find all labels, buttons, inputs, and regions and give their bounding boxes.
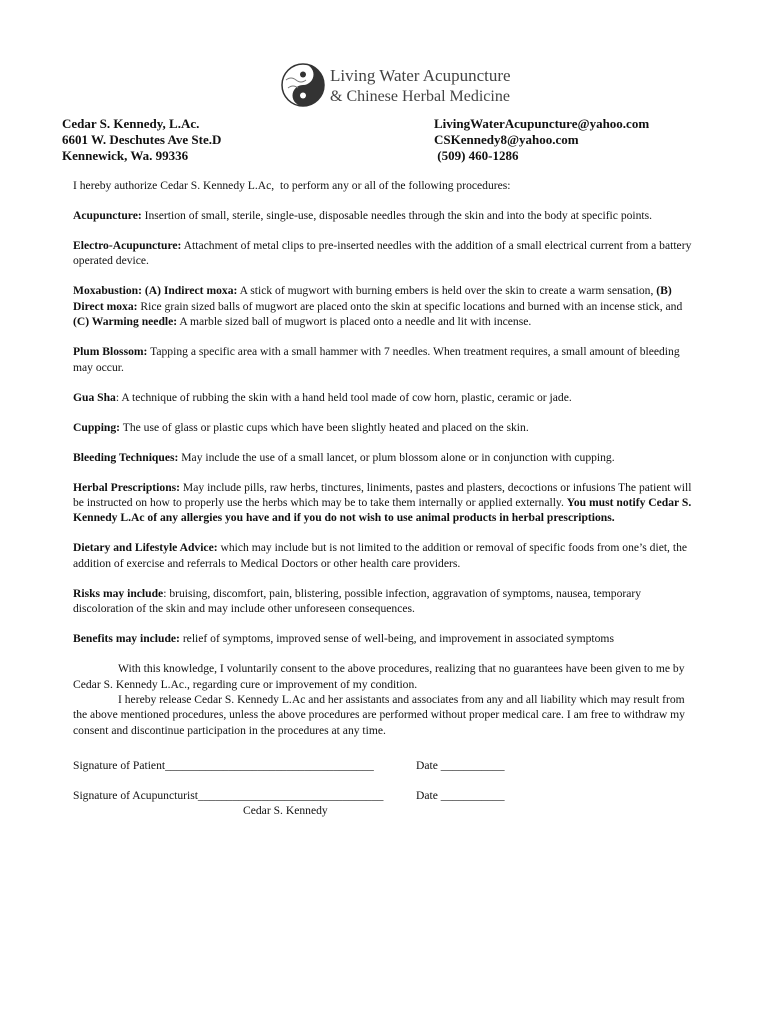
patient-signature-label: Signature of Patient____________________________________ [73, 759, 374, 773]
yin-yang-water-icon [280, 60, 326, 110]
patient-date-field[interactable]: Date ___________ [416, 759, 505, 773]
practitioner-address [62, 116, 221, 164]
allergy-notice: You must notify Cedar S. Kennedy L.Ac of any allergies you have and if you do not wish to use animal products in herbal prescriptions. [73, 496, 692, 525]
email-primary: LivingWaterAcupuncture@yahoo.com [434, 116, 650, 131]
procedure-dietary [73, 540, 698, 571]
acupuncturist-signature-line[interactable] [73, 788, 698, 803]
risks-text: : bruising, discomfort, pain, blistering, possible infection, aggravation of symptoms, nausea, temporary discoloration of the skin and may include other unforeseen consequences. [73, 586, 642, 616]
procedure-moxabustion [73, 283, 698, 329]
email-secondary: CSKennedy8@yahoo.com [434, 132, 579, 147]
moxa-indirect-label: (A) Indirect moxa: [141, 284, 238, 298]
acupuncturist-date-field[interactable]: Date ___________ [416, 789, 505, 803]
procedure-plum-blossom [73, 344, 698, 375]
procedure-cupping [73, 420, 698, 435]
procedure-title: Electro-Acupuncture: [73, 239, 182, 252]
procedure-title: Moxabustion: [73, 284, 142, 298]
procedure-text: The use of glass or plastic cups which have been slightly heated and placed on the skin. [120, 420, 529, 434]
risks-title: Risks may include [73, 586, 164, 600]
patient-signature-line[interactable] [73, 758, 698, 773]
procedure-bleeding [73, 450, 698, 465]
procedure-text: Attachment of metal clips to pre-inserted needles with the addition of a small electrical current from a battery operated device. [73, 239, 692, 268]
acupuncturist-name: Cedar S. Kennedy [243, 804, 328, 818]
procedure-title: Dietary and Lifestyle Advice: [73, 541, 218, 555]
release-paragraph: I hereby release Cedar S. Kennedy L.Ac and her assistants and associates from any and all liability which may result from the above mentioned procedures, unless the above procedures are performed without proper medical care. I am free to withdraw my consent and discontinue participation in the procedures at any time. [73, 693, 685, 737]
procedure-title: Gua Sha [73, 390, 116, 404]
moxa-direct-text: Rice grain sized balls of mugwort are placed onto the skin at specific locations and burned with an incense stick, and [137, 299, 683, 313]
procedure-title: Herbal Prescriptions: [73, 480, 181, 494]
street-address: 6601 W. Deschutes Ave Ste.D [62, 132, 222, 147]
consent-paragraph: With this knowledge, I voluntarily consent to the above procedures, realizing that no guarantees have been given to me by Cedar S. Kennedy L.Ac., regarding cure or improvement of my condition. [73, 662, 685, 691]
benefits-section [73, 631, 698, 646]
practitioner-name: Cedar S. Kennedy, L.Ac. [62, 116, 200, 131]
intro-text: I hereby authorize Cedar S. Kennedy L.Ac, to perform any or all of the following procedures: [73, 179, 511, 192]
moxa-indirect-text: A stick of mugwort with burning embers is held over the skin to create a warm sensation, [237, 284, 657, 298]
procedure-gua-sha [73, 390, 698, 405]
procedure-text: Tapping a specific area with a small hammer with 7 needles. When treatment requires, a small amount of bleeding may occur. [73, 345, 680, 374]
procedure-text: May include pills, raw herbs, tinctures, liniments, pastes and plasters, decoctions or infusions The patient will be instructed on how to properly use the herbs which may be to take them internally or applied externally. [73, 480, 692, 510]
risks-section [73, 586, 698, 617]
procedure-title: Plum Blossom: [73, 345, 148, 359]
city-state-zip: Kennewick, Wa. 99336 [62, 148, 189, 163]
consent-statement [73, 661, 698, 738]
procedure-text: which may include but is not limited to the addition or removal of specific foods from one’s diet, the addition of exercise and referrals to Medical Doctors or other health care providers. [73, 541, 688, 570]
procedure-text: : A technique of rubbing the skin with a hand held tool made of cow horn, plastic, ceramic or jade. [115, 390, 572, 404]
moxa-direct-label: (B) Direct moxa: [73, 284, 672, 313]
procedure-title: Cupping: [73, 420, 121, 434]
consent-body [73, 178, 698, 819]
acupuncturist-signature-label: Signature of Acupuncturist________________________________ [73, 789, 384, 803]
procedure-text: Insertion of small, sterile, single-use, disposable needles through the skin and into the body at specific points. [141, 209, 653, 222]
procedure-herbal [73, 480, 698, 526]
logo-subtitle: & Chinese Herbal Medicine [330, 88, 510, 105]
phone-number: (509) 460-1286 [434, 148, 519, 163]
contact-info [434, 116, 649, 164]
logo [280, 60, 511, 112]
procedure-text: May include the use of a small lancet, or plum blossom alone or in conjunction with cupping. [178, 450, 615, 464]
moxa-warming-label: (C) Warming needle: [73, 315, 178, 329]
procedure-title: Bleeding Techniques: [73, 450, 179, 464]
procedure-title: Acupuncture: [73, 209, 142, 222]
procedure-electro-acupuncture [73, 238, 698, 269]
benefits-text: relief of symptoms, improved sense of well-being, and improvement in associated symptoms [179, 632, 614, 646]
moxa-warming-text: A marble sized ball of mugwort is placed onto a needle and lit with incense. [177, 315, 532, 329]
benefits-title: Benefits may include: [73, 632, 180, 646]
logo-title: Living Water Acupuncture [330, 66, 511, 85]
procedure-acupuncture [73, 208, 698, 223]
